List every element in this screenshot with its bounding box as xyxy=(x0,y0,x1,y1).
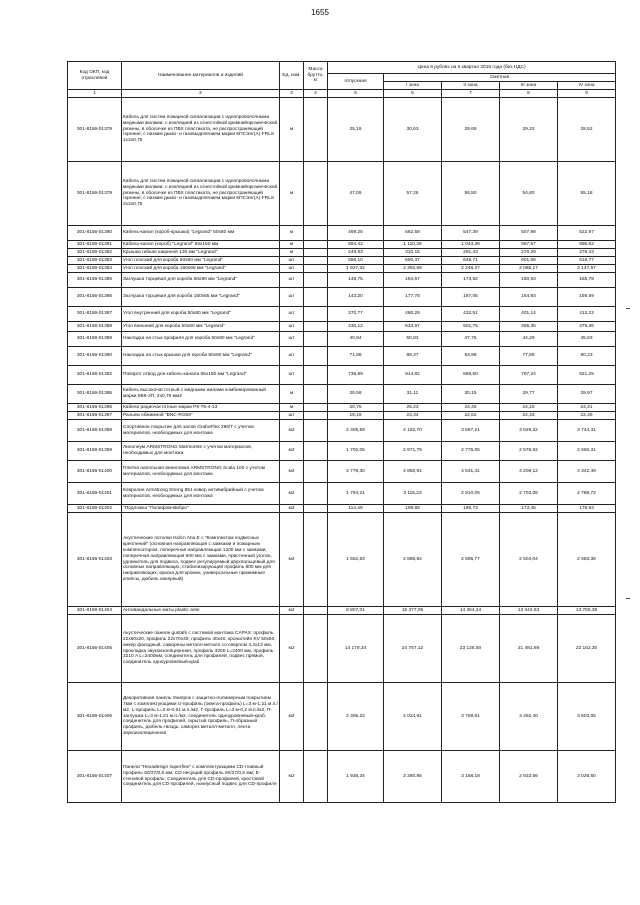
row-price-zone-4: 4 342,49 xyxy=(558,461,616,483)
row-name: Кабель высокочастотный с медными жилами комбинированный марки КВК-2П, 2х0,75 мм2 xyxy=(122,385,280,404)
row-price-release: 2 305,59 xyxy=(328,420,384,442)
row-price-zone-3: 24,15 xyxy=(500,404,558,412)
row-price-zone-4: 2 788,72 xyxy=(558,483,616,505)
table-row xyxy=(68,404,616,412)
header-unit: Ед. изм. xyxy=(280,62,304,90)
row-price-zone-4: 13 765,38 xyxy=(558,607,616,615)
row-code: 301-8156-01380 xyxy=(68,226,122,241)
row-price-release: 249,83 xyxy=(328,249,384,257)
row-name: Разъем обжимной "BNC-RG59" xyxy=(122,412,280,420)
row-price-release: 40,94 xyxy=(328,332,384,347)
row-price-zone-1: 4 182,70 xyxy=(384,420,442,442)
row-name: Акустические панели gustafs с системой монтажа CAPAX: профиль 22х60х20, профиль 22х70х40, профиль 40х40, кронштейн KV 50х50, анкер фасадный, саморезы металл-металл со сверлом 4,2х13 мм, прокладка звукоизоляционная, профиль 3200 L=2400 мм, профиль 3210 A L=2400мм, соединитель для профилей, подвес прямой, соединитель одноуровневый-краб xyxy=(122,615,280,683)
row-price-zone-1: 310,15 xyxy=(384,249,442,257)
row-unit: шт xyxy=(280,307,304,322)
row-price-zone-3: 173,45 xyxy=(500,505,558,513)
row-code: 301-8156-01399 xyxy=(68,442,122,461)
row-price-release: 370,77 xyxy=(328,307,384,322)
row-price-zone-2: 4 531,41 xyxy=(442,461,500,483)
row-price-release: 8 807,01 xyxy=(328,607,384,615)
row-mass xyxy=(304,607,328,615)
row-price-zone-4: 413,22 xyxy=(558,307,616,322)
header-code: Код ОКП, код отраслевой xyxy=(68,62,122,90)
row-price-zone-2: 23 126,50 xyxy=(442,615,500,683)
row-price-zone-3: 54,80 xyxy=(500,162,558,226)
table-row xyxy=(68,249,616,257)
row-unit: шт xyxy=(280,265,304,273)
row-price-zone-1: 2 971,79 xyxy=(384,442,442,461)
row-price-zone-4: 3 744,31 xyxy=(558,420,616,442)
table-row xyxy=(68,607,616,615)
column-index: 3 xyxy=(280,90,304,98)
row-mass xyxy=(304,162,328,226)
row-unit: м2 xyxy=(280,420,304,442)
row-name: Поворот отвод для кабель-канала 65х150 мм "Legrand" xyxy=(122,366,280,385)
row-price-zone-1: 914,82 xyxy=(384,366,442,385)
row-name: Кабель для систем пожарной сигнализации с однопроволочными медными жилами, с изоляцией из огнестойкой кремнийорганической резины, в оболочке из ПВХ пластиката, не распространяющий горение, с низким дымо- и газовыделением марки КПСЭнг(А)-FRLS 1х2х0,75 xyxy=(122,98,280,162)
row-price-zone-3: 3 629,32 xyxy=(500,420,558,442)
header-name: Наименование материалов и изделий xyxy=(122,62,280,90)
row-unit: м xyxy=(280,241,304,249)
row-price-zone-2: 432,51 xyxy=(442,307,500,322)
row-price-zone-3: 2 578,62 xyxy=(500,442,558,461)
column-index: 9 xyxy=(558,90,616,98)
row-unit: м2 xyxy=(280,461,304,483)
row-price-release: 14 179,34 xyxy=(328,615,384,683)
row-price-release: 20,75 xyxy=(328,404,384,412)
row-code: 301-8156-01392 xyxy=(68,366,122,385)
table-row xyxy=(68,162,616,226)
row-price-zone-2: 29,69 xyxy=(442,98,500,162)
row-mass xyxy=(304,404,328,412)
row-price-zone-1: 1 110,38 xyxy=(384,241,442,249)
margin-mark xyxy=(626,308,630,309)
row-unit: м2 xyxy=(280,442,304,461)
table-row xyxy=(68,505,616,513)
table-body xyxy=(68,98,616,803)
row-price-zone-2: 547,39 xyxy=(442,226,500,241)
row-price-zone-3: 967,67 xyxy=(500,241,558,249)
row-mass xyxy=(304,257,328,265)
header-release: отпускная xyxy=(328,74,384,90)
column-index-row xyxy=(68,90,616,98)
row-price-zone-2: 1 043,36 xyxy=(442,241,500,249)
column-index: 2 xyxy=(122,90,280,98)
table-row xyxy=(68,751,616,803)
row-price-zone-1: 25,23 xyxy=(384,404,442,412)
row-mass xyxy=(304,332,328,347)
row-mass xyxy=(304,347,328,366)
row-unit: м xyxy=(280,226,304,241)
row-price-release: 736,89 xyxy=(328,366,384,385)
row-mass xyxy=(304,412,328,420)
row-price-zone-4: 22 162,30 xyxy=(558,615,616,683)
column-index: 6 xyxy=(384,90,442,98)
row-code: 301-8156-01389 xyxy=(68,332,122,347)
row-mass xyxy=(304,322,328,332)
row-price-zone-4: 165,78 xyxy=(558,273,616,288)
row-price-zone-1: 23,34 xyxy=(384,412,442,420)
row-price-release: 469,25 xyxy=(328,226,384,241)
row-name: Накладка на стык профиля для короба 50х80 мм "Legrand" xyxy=(122,332,280,347)
row-code: 301-8156-01401 xyxy=(68,483,122,505)
row-price-zone-1: 2 392,68 xyxy=(384,265,442,273)
header-zone-2: II зона xyxy=(442,82,500,90)
row-mass xyxy=(304,226,328,241)
margin-mark xyxy=(626,598,630,599)
row-code: 301-8156-01406 xyxy=(68,683,122,751)
row-price-zone-1: 89,37 xyxy=(384,347,442,366)
row-price-zone-4: 619,77 xyxy=(558,257,616,265)
row-price-zone-2: 3 759,81 xyxy=(442,683,500,751)
row-price-zone-4: 24,31 xyxy=(558,404,616,412)
row-code: 301-8156-01379 xyxy=(68,162,122,226)
row-code: 301-8156-01404 xyxy=(68,607,122,615)
row-mass xyxy=(304,442,328,461)
row-code: 301-8156-01395 xyxy=(68,385,122,404)
row-price-zone-1: 31,11 xyxy=(384,385,442,404)
row-price-zone-2: 30,15 xyxy=(442,385,500,404)
row-name: Кабели радиочастотные марки РК-75-4-13 xyxy=(122,404,280,412)
header-zone-1: I зона xyxy=(384,82,442,90)
table-row xyxy=(68,241,616,249)
row-price-zone-4: 479,36 xyxy=(558,322,616,332)
row-price-zone-3: 601,65 xyxy=(500,257,558,265)
row-unit: шт xyxy=(280,257,304,265)
row-mass xyxy=(304,249,328,257)
row-price-zone-4: 3 603,05 xyxy=(558,683,616,751)
row-unit: шт xyxy=(280,412,304,420)
row-price-zone-1: 30,63 xyxy=(384,98,442,162)
row-code: 301-8156-01387 xyxy=(68,307,122,322)
row-mass xyxy=(304,288,328,307)
row-name: Угол внутренний для короба 50х80 мм "Legrand" xyxy=(122,307,280,322)
row-price-release: 2 778,30 xyxy=(328,461,384,483)
row-price-zone-1: 4 024,91 xyxy=(384,683,442,751)
row-price-zone-2: 648,71 xyxy=(442,257,500,265)
row-unit: м xyxy=(280,98,304,162)
row-price-zone-1: 184,67 xyxy=(384,273,442,288)
row-code: 301-8156-01396 xyxy=(68,404,122,412)
table-row xyxy=(68,683,616,751)
price-table-wrapper xyxy=(67,61,615,803)
row-unit: м xyxy=(280,162,304,226)
row-mass xyxy=(304,366,328,385)
row-price-zone-4: 2 147,97 xyxy=(558,265,616,273)
row-code: 301-8156-01407 xyxy=(68,751,122,803)
column-index: 5 xyxy=(328,90,384,98)
table-row xyxy=(68,265,616,273)
row-price-zone-4: 821,25 xyxy=(558,366,616,385)
row-code: 301-8156-01397 xyxy=(68,412,122,420)
row-price-zone-4: 80,23 xyxy=(558,347,616,366)
row-price-zone-2: 859,60 xyxy=(442,366,500,385)
row-price-zone-1: 2 885,84 xyxy=(384,513,442,607)
row-price-release: 148,75 xyxy=(328,273,384,288)
table-row xyxy=(68,332,616,347)
row-price-zone-3: 29,32 xyxy=(500,98,558,162)
row-price-release: 47,09 xyxy=(328,162,384,226)
row-price-zone-3: 22,33 xyxy=(500,412,558,420)
row-mass xyxy=(304,505,328,513)
row-price-release: 430,12 xyxy=(328,322,384,332)
row-price-zone-2: 173,52 xyxy=(442,273,500,288)
row-price-release: 1 784,21 xyxy=(328,483,384,505)
row-price-zone-3: 77,89 xyxy=(500,347,558,366)
row-price-zone-4: 159,59 xyxy=(558,288,616,307)
row-price-zone-3: 154,93 xyxy=(500,288,558,307)
row-price-zone-2: 291,43 xyxy=(442,249,500,257)
table-row xyxy=(68,288,616,307)
row-name: Акустические потолки Isolcn Aria E с "Комплектом подвесных креплений" (основная направляющая с замками и пожарным компенсатором, поперечная направляющая 1200 мм с замками, поперечная направляющая 600 мм с замками, пристенный уголок, удлинитель для подвеса, подвес регулируемый двухпальцевый для основных направляющих, стабилизирующий профиль 600 мм для направляющих, краска для кромок, универсальные прижимные клипсы, дюбель анкерный) xyxy=(122,513,280,607)
price-table xyxy=(67,61,616,803)
row-price-zone-2: 501,75 xyxy=(442,322,500,332)
row-code: 301-8156-01385 xyxy=(68,273,122,288)
row-price-zone-3: 13 342,63 xyxy=(500,607,558,615)
row-unit: м xyxy=(280,404,304,412)
row-name: Крышка гибкая шириной 130 мм "Legrand" xyxy=(122,249,280,257)
row-unit: м2 xyxy=(280,683,304,751)
row-price-zone-3: 3 492,40 xyxy=(500,683,558,751)
row-price-zone-1: 4 850,91 xyxy=(384,461,442,483)
row-price-release: 25,19 xyxy=(328,98,384,162)
row-mass xyxy=(304,751,328,803)
table-row xyxy=(68,385,616,404)
row-name: Кабель для систем пожарной сигнализации с однопроволочными медными жилами, с изоляцией из огнестойкой кремнийорганической резины, в оболочке из ПВХ пластиката, не распространяющий горение, с низким дымо- и газовыделением марки КПСЭнг(А)-FRLS 2х2х0,75 xyxy=(122,162,280,226)
header-estimate: Сметная xyxy=(384,74,616,82)
row-price-zone-4: 45,63 xyxy=(558,332,616,347)
row-price-zone-4: 178,94 xyxy=(558,505,616,513)
row-price-release: 1 652,83 xyxy=(328,513,384,607)
row-price-release: 894,42 xyxy=(328,241,384,249)
column-index: 8 xyxy=(500,90,558,98)
row-name: Кабель-канал (короб-крышка) "Legrand" 50х80 мм xyxy=(122,226,280,241)
row-price-zone-1: 15 377,05 xyxy=(384,607,442,615)
row-mass xyxy=(304,241,328,249)
row-price-zone-1: 57,26 xyxy=(384,162,442,226)
table-row xyxy=(68,442,616,461)
row-price-release: 71,98 xyxy=(328,347,384,366)
row-price-zone-2: 2 248,27 xyxy=(442,265,500,273)
table-row xyxy=(68,461,616,483)
row-name: Панели "Hexadesign superfine" с комплектующими CD-главный профиль 60/27/0,6 мм; CD несущий профиль 60/27/0,6 мм; Е-стеновой профиль; Соединитель для CD-профилей, крестовой соединитель для CD-профилей, нониусный подвес для CD-профиля xyxy=(122,751,280,803)
table-row xyxy=(68,257,616,265)
row-unit: м2 xyxy=(280,483,304,505)
row-name: Плитка напольная виниловая ARMSTRONG Scala 100 с учетом материалов, необходимых для монтажа xyxy=(122,461,280,483)
row-price-zone-3: 4 209,12 xyxy=(500,461,558,483)
row-price-zone-4: 278,43 xyxy=(558,249,616,257)
column-index: 1 xyxy=(68,90,122,98)
row-unit: м2 xyxy=(280,513,304,607)
row-price-release: 2 305,22 xyxy=(328,683,384,751)
row-price-release: 1 927,32 xyxy=(328,265,384,273)
row-code: 301-8156-01378 xyxy=(68,98,122,162)
page-number: 1655 xyxy=(311,8,329,17)
row-name: Спортивное покрытие для залов GraboFlex 296/T с учетом материалов, необходимых для монтажа xyxy=(122,420,280,442)
table-row xyxy=(68,98,616,162)
table-row xyxy=(68,615,616,683)
row-name: Накладка на стык крышки для короба 50х80 мм "Legrand" xyxy=(122,347,280,366)
row-unit: м2 xyxy=(280,505,304,513)
table-row xyxy=(68,513,616,607)
row-code: 301-8156-01398 xyxy=(68,420,122,442)
row-mass xyxy=(304,683,328,751)
row-price-zone-3: 465,35 xyxy=(500,322,558,332)
table-row xyxy=(68,420,616,442)
row-price-zone-4: 2 660,31 xyxy=(558,442,616,461)
table-row xyxy=(68,366,616,385)
row-price-zone-3: 21 481,69 xyxy=(500,615,558,683)
row-mass xyxy=(304,513,328,607)
row-price-zone-4: 55,18 xyxy=(558,162,616,226)
row-name: Кабель-канал (короб) "Legrand" 65х150 мм xyxy=(122,241,280,249)
row-code: 301-8156-01405 xyxy=(68,615,122,683)
table-row xyxy=(68,412,616,420)
header-price-group: Цена в рублях на II квартал 2015 года (без НДС) xyxy=(328,62,616,74)
row-mass xyxy=(304,265,328,273)
column-index: 7 xyxy=(442,90,500,98)
row-code: 301-8156-01388 xyxy=(68,322,122,332)
row-mass xyxy=(304,461,328,483)
header-zone-3: III зона xyxy=(500,82,558,90)
row-unit: м2 xyxy=(280,751,304,803)
row-name: Заглушка торцевая для короба 50х80 мм "Legrand" xyxy=(122,273,280,288)
row-price-zone-3: 2 703,08 xyxy=(500,483,558,505)
header-zone-4: IV зона xyxy=(558,82,616,90)
row-price-zone-1: 50,83 xyxy=(384,332,442,347)
row-price-zone-3: 29,77 xyxy=(500,385,558,404)
row-price-release: 19,19 xyxy=(328,412,384,420)
table-row xyxy=(68,307,616,322)
row-price-zone-1: 533,97 xyxy=(384,322,442,332)
row-mass xyxy=(304,273,328,288)
row-price-zone-2: 2 776,05 xyxy=(442,442,500,461)
row-name: Антивандальные маты plastic ante xyxy=(122,607,280,615)
row-price-zone-1: 460,29 xyxy=(384,307,442,322)
row-mass xyxy=(304,385,328,404)
row-code: 301-8156-01390 xyxy=(68,347,122,366)
row-mass xyxy=(304,307,328,322)
row-price-zone-3: 2 504,04 xyxy=(500,513,558,607)
row-mass xyxy=(304,98,328,162)
row-price-release: 143,20 xyxy=(328,288,384,307)
table-row xyxy=(68,273,616,288)
row-name: Декоративная панель Унипрок с защитно-полимерным покрытием 7мм с комплектующими U-профиль (омега-профиль) L=3 м-1,21 м.п./м2, L-профиль L=3 м-0,61 м.п./м2, Г-профиль L=3 м-0,2 м.п./м2, П-заглушка L=3 м-1,21 м.п./м2, соединитель одноуровневый-краб, соединитель для профилей, скрытый профиль, П-образный профиль, дюбель-гвоздь, саморез металл-металл, лента звукоизоляционная xyxy=(122,683,280,751)
table-row xyxy=(68,483,616,505)
row-unit: шт xyxy=(280,273,304,288)
row-unit: м xyxy=(280,249,304,257)
row-code: 301-8156-01400 xyxy=(68,461,122,483)
row-price-zone-2: 24,45 xyxy=(442,404,500,412)
row-name: Угол плоский для короба 150х65 мм "Legrand" xyxy=(122,265,280,273)
row-price-zone-4: 29,97 xyxy=(558,385,616,404)
row-price-zone-3: 270,29 xyxy=(500,249,558,257)
row-price-zone-2: 186,73 xyxy=(442,505,500,513)
row-price-zone-2: 3 667,21 xyxy=(442,420,500,442)
row-price-release: 25,58 xyxy=(328,385,384,404)
table-row xyxy=(68,322,616,332)
row-price-zone-3: 160,93 xyxy=(500,273,558,288)
row-price-zone-2: 3 158,18 xyxy=(442,751,500,803)
row-mass xyxy=(304,483,328,505)
row-code: 301-8156-01403 xyxy=(68,513,122,607)
table-row xyxy=(68,347,616,366)
row-name: "Подложка "Полифом-Вибро" xyxy=(122,505,280,513)
row-price-zone-2: 14 364,24 xyxy=(442,607,500,615)
row-price-release: 1 936,34 xyxy=(328,751,384,803)
row-price-release: 1 702,06 xyxy=(328,442,384,461)
row-unit: шт xyxy=(280,347,304,366)
row-price-zone-4: 996,82 xyxy=(558,241,616,249)
table-row xyxy=(68,226,616,241)
row-price-zone-4: 29,52 xyxy=(558,98,616,162)
row-name: Угол плоский для короба 50х80 мм "Legrand" xyxy=(122,257,280,265)
row-price-zone-2: 2 910,05 xyxy=(442,483,500,505)
row-unit: м2 xyxy=(280,615,304,683)
row-price-zone-4: 22,49 xyxy=(558,412,616,420)
row-name: Заглушка торцевая для короба 150х65 мм "Legrand" xyxy=(122,288,280,307)
row-price-zone-3: 797,24 xyxy=(500,366,558,385)
row-price-zone-3: 2 933,56 xyxy=(500,751,558,803)
row-price-zone-1: 3 115,23 xyxy=(384,483,442,505)
row-unit: шт xyxy=(280,366,304,385)
row-unit: шт xyxy=(280,288,304,307)
row-code: 301-8156-01382 xyxy=(68,249,122,257)
row-code: 301-8156-01386 xyxy=(68,288,122,307)
row-unit: м2 xyxy=(280,607,304,615)
row-price-zone-3: 401,14 xyxy=(500,307,558,322)
row-price-release: 114,49 xyxy=(328,505,384,513)
row-price-zone-2: 47,76 xyxy=(442,332,500,347)
row-price-zone-1: 690,37 xyxy=(384,257,442,265)
row-price-zone-1: 24 757,12 xyxy=(384,615,442,683)
row-price-zone-2: 22,62 xyxy=(442,412,500,420)
row-name: Ковролин Armstrong Strong 951 ковер антивибрийный с учетом материалов, необходимых для монтажа xyxy=(122,483,280,505)
row-price-zone-3: 507,98 xyxy=(500,226,558,241)
header-mass: Масса брутто, кг xyxy=(304,62,328,90)
row-price-zone-3: 2 085,17 xyxy=(500,265,558,273)
row-price-zone-1: 199,89 xyxy=(384,505,442,513)
row-price-zone-1: 177,78 xyxy=(384,288,442,307)
row-price-zone-4: 3 026,50 xyxy=(558,751,616,803)
row-unit: шт xyxy=(280,322,304,332)
row-code: 301-8156-01381 xyxy=(68,241,122,249)
column-index: 4 xyxy=(304,90,328,98)
row-name: Линолеум ARMSTRONG Marmorete с учетом материалов, необходимых для монтажа xyxy=(122,442,280,461)
row-mass xyxy=(304,420,328,442)
row-price-release: 556,10 xyxy=(328,257,384,265)
row-price-zone-4: 522,97 xyxy=(558,226,616,241)
row-code: 301-8156-01383 xyxy=(68,257,122,265)
row-price-zone-2: 83,98 xyxy=(442,347,500,366)
row-price-zone-2: 167,05 xyxy=(442,288,500,307)
row-code: 301-8156-01384 xyxy=(68,265,122,273)
row-price-zone-1: 3 380,85 xyxy=(384,751,442,803)
row-price-zone-4: 2 583,38 xyxy=(558,513,616,607)
row-code: 301-8156-01402 xyxy=(68,505,122,513)
row-price-zone-2: 55,50 xyxy=(442,162,500,226)
row-unit: м xyxy=(280,385,304,404)
row-unit: шт xyxy=(280,332,304,347)
row-price-zone-3: 44,29 xyxy=(500,332,558,347)
row-price-zone-2: 2 695,77 xyxy=(442,513,500,607)
row-mass xyxy=(304,615,328,683)
row-price-zone-1: 562,58 xyxy=(384,226,442,241)
row-name: Угол внешний для короба 50х80 мм "Legrand" xyxy=(122,322,280,332)
